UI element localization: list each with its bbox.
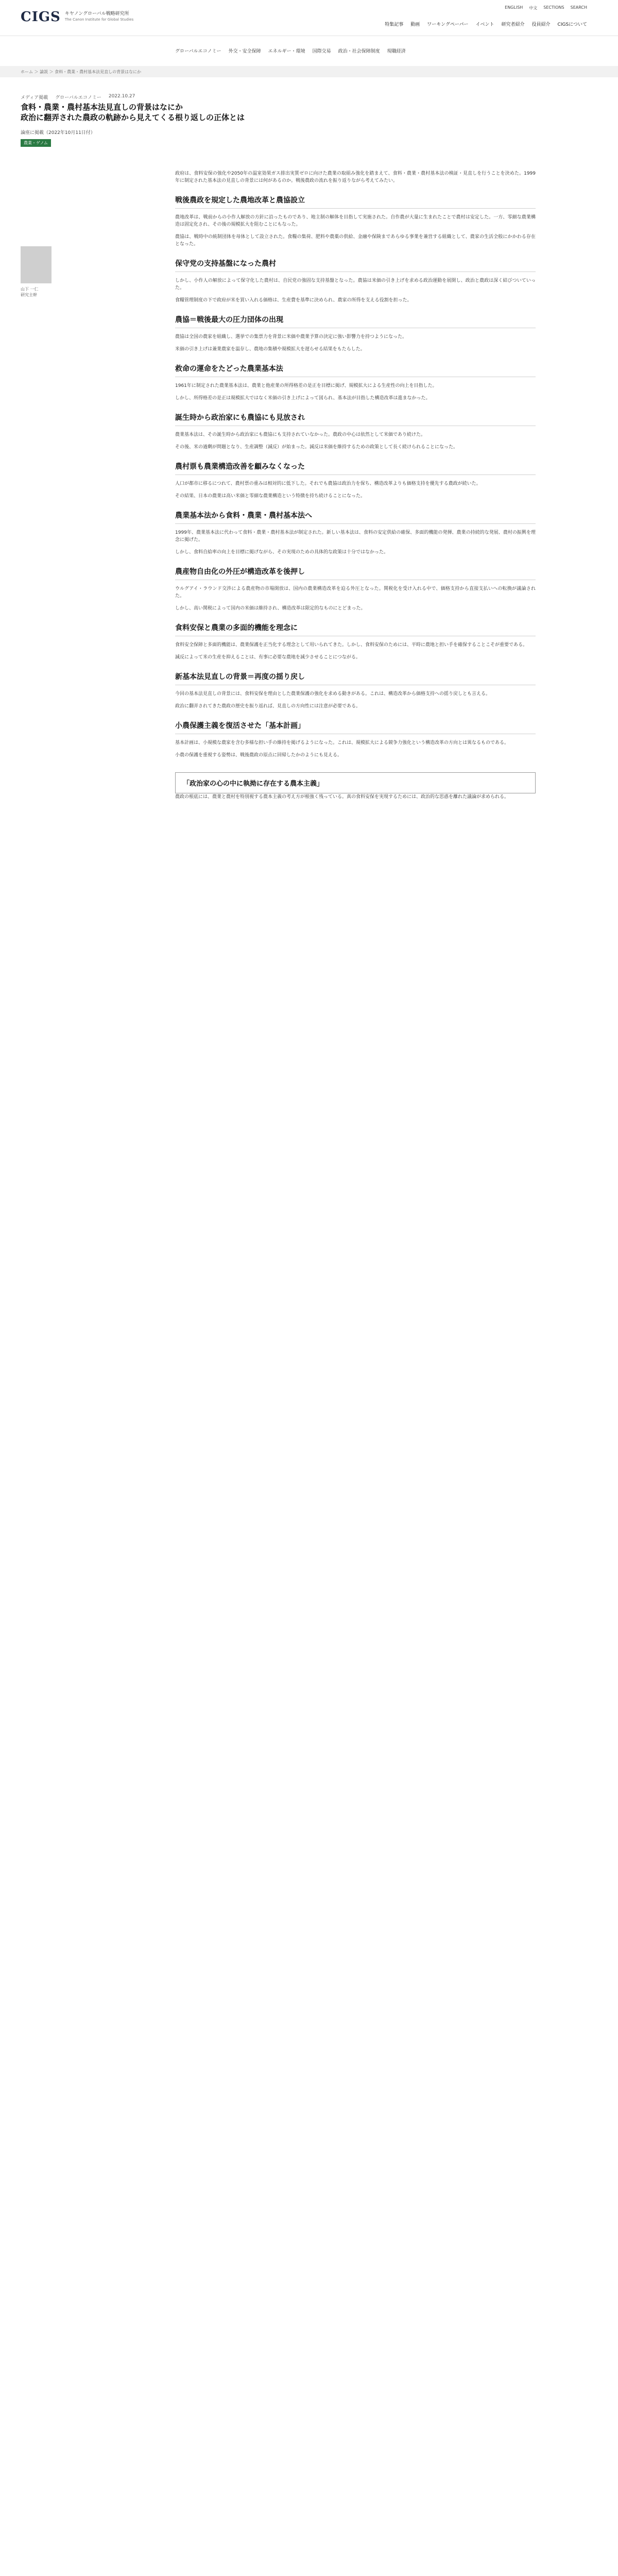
section-heading: 小農保護主義を復活させた「基本計画」 xyxy=(175,720,536,734)
author-name[interactable]: 山下 一仁 xyxy=(21,287,39,292)
site-header xyxy=(0,0,618,36)
paragraph: 食糧管理制度の下で政府が米を買い入れる価格は、生産費を基準に決められ、農家の所得を支える役割を担った。 xyxy=(175,298,412,303)
paragraph: 減反によって米の生産を抑えることは、有事に必要な農地を減少させることにつながる。 xyxy=(175,655,360,660)
paragraph: 1999年、農業基本法に代わって食料・農業・農村基本法が制定された。新しい基本法は、食料の安定供給の確保、多面的機能の発揮、農業の持続的な発展、農村の振興を理念に掲げた。 xyxy=(175,530,536,543)
logo-en: The Canon Institute for Global Studies xyxy=(64,18,134,22)
util-chinese[interactable]: 中文 xyxy=(529,6,538,10)
nav-item[interactable]: 役員紹介 xyxy=(531,22,551,27)
subnav-item[interactable]: 外交・安全保障 xyxy=(228,49,261,54)
paragraph: 農政の根底には、農業と農村を特別視する農本主義の考え方が根強く残っている。真の食料安保を実現するためには、政治的な思惑を離れた議論が求められる。 xyxy=(175,794,509,800)
author-caption xyxy=(21,286,39,298)
article-date: 2022.10.27 xyxy=(108,94,135,99)
paragraph: 食料安全保障と多面的機能は、農業保護を正当化する理念として用いられてきた。しかし、食料安保のためには、平時に農地と担い手を確保することこそが重要である。 xyxy=(175,642,528,648)
section-heading: 農業基本法から食料・農業・農村基本法へ xyxy=(175,510,536,524)
paragraph: 農地改革は、戦前からの小作人解放の方針に沿ったものであり、地主制の解体を目指して実施された。自作農が大量に生まれたことで農村は安定した。一方、零細な農業構造は固定化され、その後の規模拡大を阻むことにもなった。 xyxy=(175,215,536,227)
subnav-item[interactable]: 国際交易 xyxy=(312,49,331,54)
article-subcategory: グローバルエコノミー xyxy=(55,95,101,100)
logo-text xyxy=(65,11,133,23)
topic-tag[interactable]: 農業・ゲノム xyxy=(21,139,51,147)
subnav-item[interactable]: グローバルエコノミー xyxy=(175,49,221,54)
paragraph: その結果、日本の農業は高い米価と零細な農業構造という特徴を持ち続けることになった。 xyxy=(175,494,366,499)
paragraph: しかし、小作人の解放によって保守化した農村は、自民党の強固な支持基盤となった。農協は米価の引き上げを求める政治運動を展開し、政治と農政は深く結びついていった。 xyxy=(175,278,536,291)
paragraph: しかし、高い関税によって国内の米価は維持され、構造改革は限定的なものにとどまった。 xyxy=(175,606,366,611)
breadcrumb[interactable]: ホーム ＞ 論説 ＞ 食料・農業・農村基本法見直しの背景はなにか xyxy=(0,66,618,77)
nav-item[interactable]: 動画 xyxy=(410,22,420,27)
subnav-item[interactable]: エネルギー・環境 xyxy=(268,49,305,54)
pull-quote: 「政治家の心の中に執拗に存在する農本主義」 xyxy=(175,772,536,793)
nav-item[interactable]: 特集記事 xyxy=(385,22,404,27)
paragraph: その後、米の過剰が問題となり、生産調整（減反）が始まった。減反は米価を維持するための政策として長く続けられることになった。 xyxy=(175,445,458,450)
paragraph: しかし、所得格差の是正は規模拡大ではなく米価の引き上げによって図られ、基本法が目指した構造改革は進まなかった。 xyxy=(175,396,431,401)
section-heading: 保守党の支持基盤になった農村 xyxy=(175,258,536,272)
section-heading: 農協＝戦後最大の圧力団体の出現 xyxy=(175,314,536,328)
article-category: メディア掲載 xyxy=(21,95,48,100)
section-heading: 救命の運命をたどった農業基本法 xyxy=(175,363,536,377)
nav-item[interactable]: ワーキングペーパー xyxy=(427,22,469,27)
section-heading: 戦後農政を規定した農地改革と農協設立 xyxy=(175,195,536,209)
title-line-2: 政治に翻弄された農政の軌跡から見えてくる根り返しの正体とは xyxy=(21,113,245,122)
paragraph: 人口が都市に移るにつれて、農村票の重みは相対的に低下した。それでも農協は政治力を保ち、構造改革よりも価格支持を優先する農政が続いた。 xyxy=(175,481,481,486)
article-meta xyxy=(21,94,135,100)
section-heading: 農村票も農業構造改善を顧みなくなった xyxy=(175,461,536,475)
page-title xyxy=(21,102,381,123)
util-sections[interactable]: SECTIONS xyxy=(543,5,564,10)
title-line-1: 食料・農業・農村基本法見直しの背景はなにか xyxy=(21,103,183,112)
main-nav xyxy=(385,21,587,27)
site-logo[interactable] xyxy=(21,9,133,25)
article-body xyxy=(175,170,536,806)
article-source: 論座に掲載（2022年10月11日付） xyxy=(21,130,95,135)
nav-item[interactable]: 研究者紹介 xyxy=(501,22,525,27)
sub-nav xyxy=(175,47,406,54)
util-english[interactable]: ENGLISH xyxy=(505,5,523,10)
section-heading: 農産物自由化の外圧が構造改革を後押し xyxy=(175,566,536,580)
paragraph: 小農の保護を重視する姿勢は、戦後農政の原点に回帰したかのようにも見える。 xyxy=(175,753,342,758)
nav-item[interactable]: イベント xyxy=(475,22,494,27)
paragraph: 米価の引き上げは兼業農家を温存し、農地の集積や規模拡大を遅らせる結果をもたらした。 xyxy=(175,347,365,352)
section-heading: 誕生時から政治家にも農協にも見放され xyxy=(175,412,536,426)
paragraph: 農協は全国の農家を組織し、選挙での集票力を背景に米価や農業予算の決定に強い影響力を持つようになった。 xyxy=(175,334,407,340)
utility-nav xyxy=(505,5,587,11)
paragraph: 基本計画は、小規模な農家を含む多様な担い手の維持を掲げるようになった。これは、規模拡大による競争力強化という構造改革の方向とは異なるものである。 xyxy=(175,740,509,745)
logo-mark: CIGS xyxy=(21,9,61,25)
logo-jp: キヤノングローバル戦略研究所 xyxy=(64,11,129,16)
paragraph: 政治に翻弄されてきた農政の歴史を振り返れば、見直しの方向性には注意が必要である。 xyxy=(175,704,361,709)
section-heading: 食料安保と農業の多面的機能を理念に xyxy=(175,622,536,636)
subnav-item[interactable]: 現職経済 xyxy=(387,49,406,54)
author-role: 研究主幹 xyxy=(21,293,37,297)
util-search[interactable]: SEARCH xyxy=(570,5,587,10)
paragraph: 農業基本法は、その誕生時から政治家にも農協にも支持されていなかった。農政の中心は依然として米価であり続けた。 xyxy=(175,432,426,437)
section-heading: 新基本法見直しの背景＝再度の揺り戻し xyxy=(175,671,536,685)
subnav-item[interactable]: 政治・社会保障制度 xyxy=(338,49,380,54)
paragraph: しかし、食料自給率の向上を目標に掲げながら、その実現のための具体的な政策は十分ではなかった。 xyxy=(175,550,389,555)
paragraph: ウルグアイ・ラウンド交渉による農産物の市場開放は、国内の農業構造改革を迫る外圧となった。関税化を受け入れる中で、価格支持から直接支払いへの転換が議論された。 xyxy=(175,586,536,599)
nav-item[interactable]: CIGSについて xyxy=(557,22,587,27)
paragraph: 農協は、戦時中の統制団体を母体として設立された。食糧の集荷、肥料や農薬の供給、金融や保険まであらゆる事業を兼営する組織として、農家の生活全般にかかわる存在となった。 xyxy=(175,234,536,247)
author-photo xyxy=(21,246,52,283)
paragraph: 今回の基本法見直しの背景には、食料安保を理由とした農業保護の強化を求める動きがある。これは、構造改革から価格支持への揺り戻しとも言える。 xyxy=(175,691,491,697)
paragraph: 政府は、食料安保の強化や2050年の温室効果ガス排出実質ゼロに向けた農業の取組み強化を踏まえて、食料・農業・農村基本法の検証・見直しを行うことを決めた。1999年に制定された基本法の見直しの背景には何があるのか。戦後農政の流れを振り返りながら考えてみたい。 xyxy=(175,171,536,183)
paragraph: 1961年に制定された農業基本法は、農業と他産業の所得格差の是正を目標に掲げ、規模拡大による生産性の向上を目指した。 xyxy=(175,383,437,388)
